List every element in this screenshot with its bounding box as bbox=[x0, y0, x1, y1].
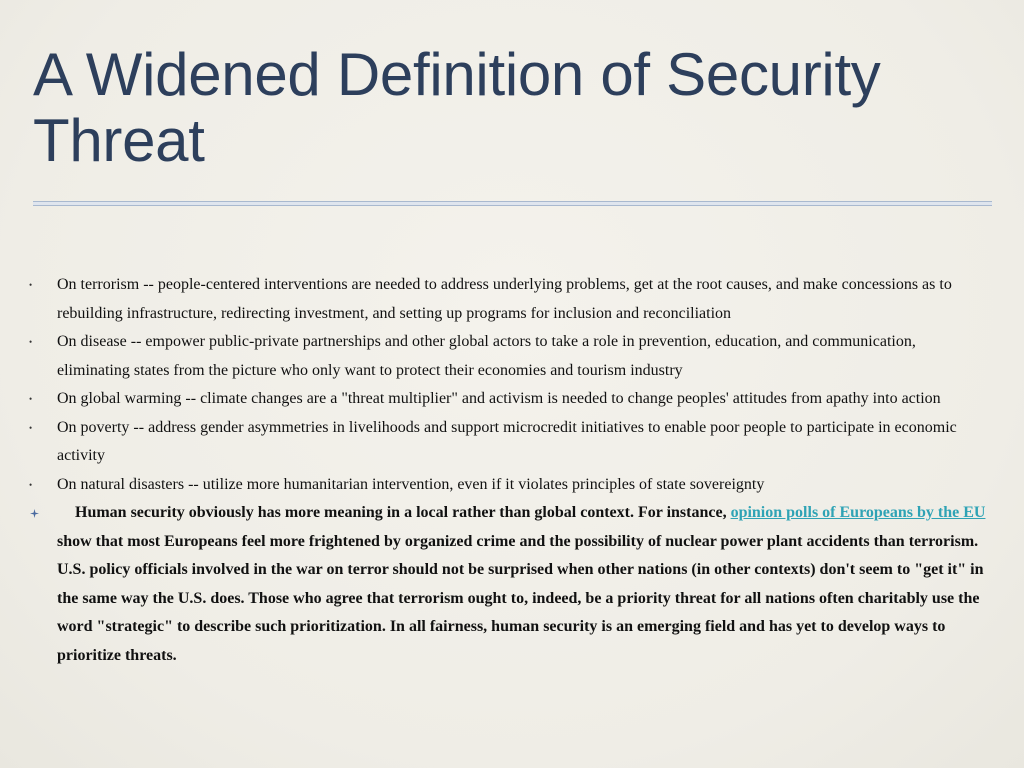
paragraph-item bbox=[29, 499, 989, 670]
bullet-text: On global warming -- climate changes are a "threat multiplier" and activism is needed to change peoples' attitudes from apathy into action bbox=[57, 390, 941, 407]
title-divider bbox=[33, 201, 992, 206]
bullet-dot-icon bbox=[29, 414, 49, 443]
paragraph-text-after-link: show that most Europeans feel more frightened by organized crime and the possibility of nuclear power plant accidents than terrorism. U.S. policy officials involved in the war on terror should not be surprised when other nations (in other contexts) don't seem to "get it" in the same way the U.S. does. Those who agree that terrorism ought to, indeed, be a priority threat for all nations often charitably use the word "strategic" to describe such prioritization. In all fairness, human security is an emerging field and has yet to develop ways to prioritize threats. bbox=[57, 532, 984, 664]
bullet-item bbox=[29, 328, 989, 385]
bullet-item bbox=[29, 471, 989, 500]
bullet-dot-icon bbox=[29, 385, 49, 414]
sparkle-star-icon bbox=[30, 499, 50, 528]
bullet-item bbox=[29, 385, 989, 414]
bullet-text: On natural disasters -- utilize more humanitarian intervention, even if it violates principles of state sovereignty bbox=[57, 475, 765, 493]
bullet-item bbox=[29, 271, 989, 328]
bullet-dot-icon bbox=[29, 471, 49, 500]
paragraph-text-before-link: Human security obviously has more meaning in a local rather than global context. For instance, bbox=[75, 504, 731, 521]
bullet-text: On poverty -- address gender asymmetries in livelihoods and support microcredit initiatives to enable poor people to participate in economic activity bbox=[57, 418, 957, 464]
bullet-text: On terrorism -- people-centered interventions are needed to address underlying problems, get at the root causes, and make concessions as to rebuilding infrastructure, redirecting investment, and setting up programs for inclusion and reconciliation bbox=[57, 276, 952, 322]
bullet-item bbox=[29, 414, 989, 471]
bullet-dot-icon bbox=[29, 271, 49, 300]
bullet-dot-icon bbox=[29, 328, 49, 357]
slide-content bbox=[29, 271, 989, 670]
slide-title: A Widened Definition of Security Threat bbox=[33, 41, 881, 174]
bullet-text: On disease -- empower public-private partnerships and other global actors to take a role in prevention, education, and communication, eliminating states from the picture who only want to protect their economies and tourism industry bbox=[57, 333, 916, 379]
opinion-polls-link[interactable]: opinion polls of Europeans by the EU bbox=[730, 504, 986, 521]
